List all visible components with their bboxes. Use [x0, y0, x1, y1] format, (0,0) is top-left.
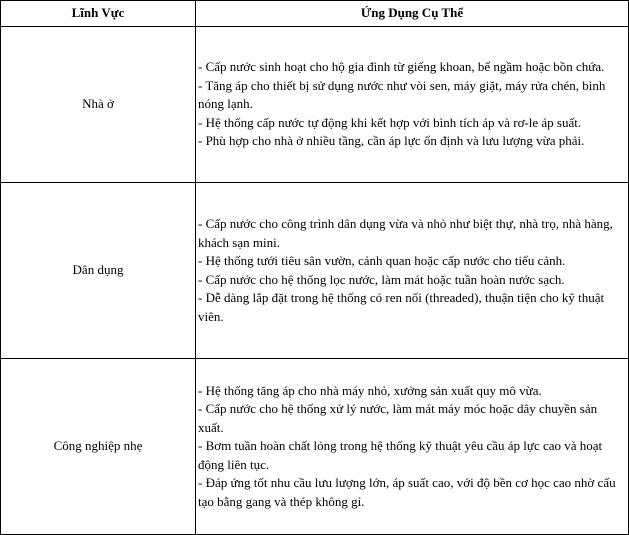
- detail-line: - Hệ thống cấp nước tự động khi kết hợp với bình tích áp và rơ-le áp suất.: [198, 114, 582, 130]
- detail-line: - Cấp nước cho hệ thống xử lý nước, làm mát máy móc hoặc dây chuyền sản xuất.: [198, 401, 598, 435]
- field-cell-civil: Dân dụng: [1, 183, 196, 359]
- detail-line: - Dễ dàng lắp đặt trong hệ thống có ren nối (threaded), thuận tiện cho kỹ thuật viên.: [198, 290, 605, 324]
- detail-line: - Phù hợp cho nhà ở nhiều tầng, cần áp lực ổn định và lưu lượng vừa phải.: [198, 133, 585, 149]
- field-cell-residential: Nhà ở: [1, 27, 196, 183]
- detail-cell-light-industry: [196, 359, 629, 535]
- detail-line: - Bơm tuần hoàn chất lỏng trong hệ thống kỹ thuật yêu cầu áp lực cao và hoạt động liên tục.: [198, 438, 603, 472]
- detail-cell-residential: [196, 27, 629, 183]
- header-application: Ứng Dụng Cụ Thể: [196, 1, 629, 27]
- detail-line: - Cấp nước cho hệ thống lọc nước, làm mát hoặc tuần hoàn nước sạch.: [198, 271, 565, 287]
- detail-line: - Cấp nước sinh hoạt cho hộ gia đình từ giếng khoan, bể ngầm hoặc bồn chứa.: [198, 59, 605, 75]
- table-row: [1, 27, 629, 183]
- table-row: [1, 359, 629, 535]
- detail-line: - Hệ thống tưới tiêu sân vườn, cảnh quan hoặc cấp nước cho tiểu cảnh.: [198, 253, 566, 268]
- header-field: Lĩnh Vực: [1, 1, 196, 27]
- detail-cell-civil: [196, 183, 629, 359]
- detail-line: - Đáp ứng tốt nhu cầu lưu lượng lớn, áp suất cao, với độ bền cơ học cao nhờ cấu tạo bằng gang và thép không gỉ.: [198, 475, 616, 509]
- detail-line: - Cấp nước cho công trình dân dụng vừa và nhỏ như biệt thự, nhà trọ, nhà hàng, khách sạn mini.: [198, 216, 613, 250]
- table-row: [1, 183, 629, 359]
- detail-line: - Hệ thống tăng áp cho nhà máy nhỏ, xưởng sản xuất quy mô vừa.: [198, 382, 542, 398]
- field-cell-light-industry: Công nghiệp nhẹ: [1, 359, 196, 535]
- detail-line: - Tăng áp cho thiết bị sử dụng nước như vòi sen, máy giặt, máy rửa chén, bình nóng lạnh.: [198, 77, 606, 112]
- header-row: [1, 1, 629, 27]
